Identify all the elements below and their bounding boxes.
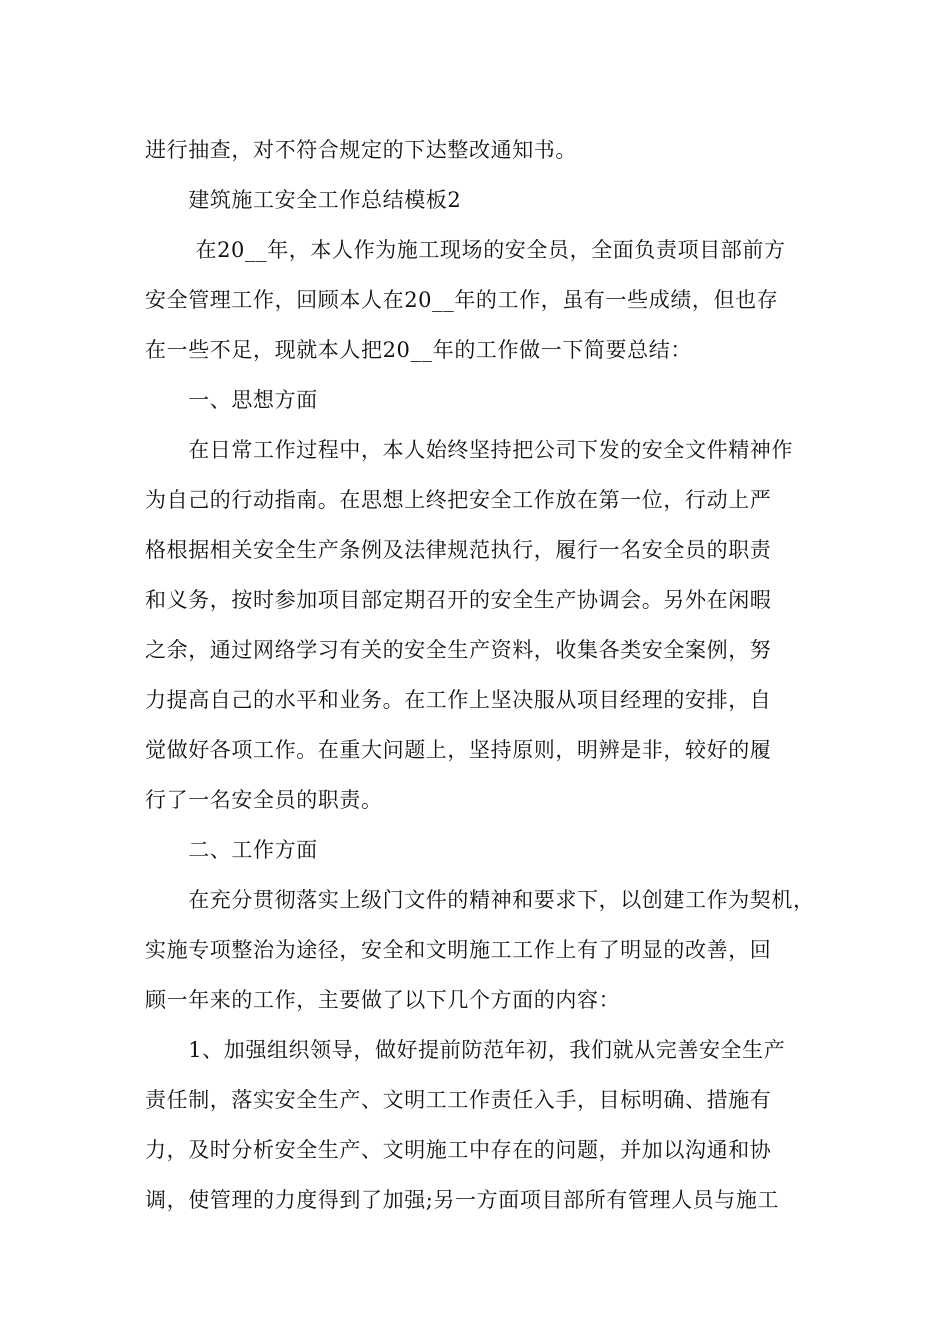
text-line: 实施专项整治为途径，安全和文明施工工作上有了明显的改善，回 (145, 938, 772, 962)
text-line: 在20__年，本人作为施工现场的安全员，全面负责项目部前方 (145, 238, 786, 262)
text-line: 调，使管理的力度得到了加强;另一方面项目部所有管理人员与施工 (145, 1188, 780, 1212)
text-line: 力，及时分析安全生产、文明施工中存在的问题，并加以沟通和协 (145, 1138, 772, 1162)
text-line: 格根据相关安全生产条例及法律规范执行，履行一名安全员的职责 (145, 538, 772, 562)
text-line: 为自己的行动指南。在思想上终把安全工作放在第一位，行动上严 (145, 488, 772, 512)
text-line: 和义务，按时参加项目部定期召开的安全生产协调会。另外在闲暇 (145, 588, 772, 612)
text-line: 在日常工作过程中，本人始终坚持把公司下发的安全文件精神作 (145, 438, 793, 462)
text-line: 1、加强组织领导，做好提前防范年初，我们就从完善安全生产 (145, 1038, 786, 1062)
text-line: 力提高自己的水平和业务。在工作上坚决服从项目经理的安排，自 (145, 688, 772, 712)
section-title: 建筑施工安全工作总结模板2 (145, 188, 462, 212)
text-line: 行了一名安全员的职责。 (145, 788, 383, 812)
text-line: 觉做好各项工作。在重大问题上，坚持原则，明辨是非，较好的履 (145, 738, 772, 762)
text-line: 在充分贯彻落实上级门文件的精神和要求下，以创建工作为契机， (145, 888, 815, 912)
text-line: 安全管理工作，回顾本人在20__年的工作，虽有一些成绩，但也存 (145, 288, 779, 312)
text-line: 在一些不足，现就本人把20__年的工作做一下简要总结： (145, 338, 692, 362)
text-line: 责任制，落实安全生产、文明工工作责任入手，目标明确、措施有 (145, 1088, 772, 1112)
text-line: 之余，通过网络学习有关的安全生产资料，收集各类安全案例，努 (145, 638, 772, 662)
section-heading: 一、思想方面 (145, 388, 318, 412)
text-line: 顾一年来的工作，主要做了以下几个方面的内容： (145, 988, 621, 1012)
text-line: 进行抽查，对不符合规定的下达整改通知书。 (145, 138, 577, 162)
section-heading: 二、工作方面 (145, 838, 318, 862)
